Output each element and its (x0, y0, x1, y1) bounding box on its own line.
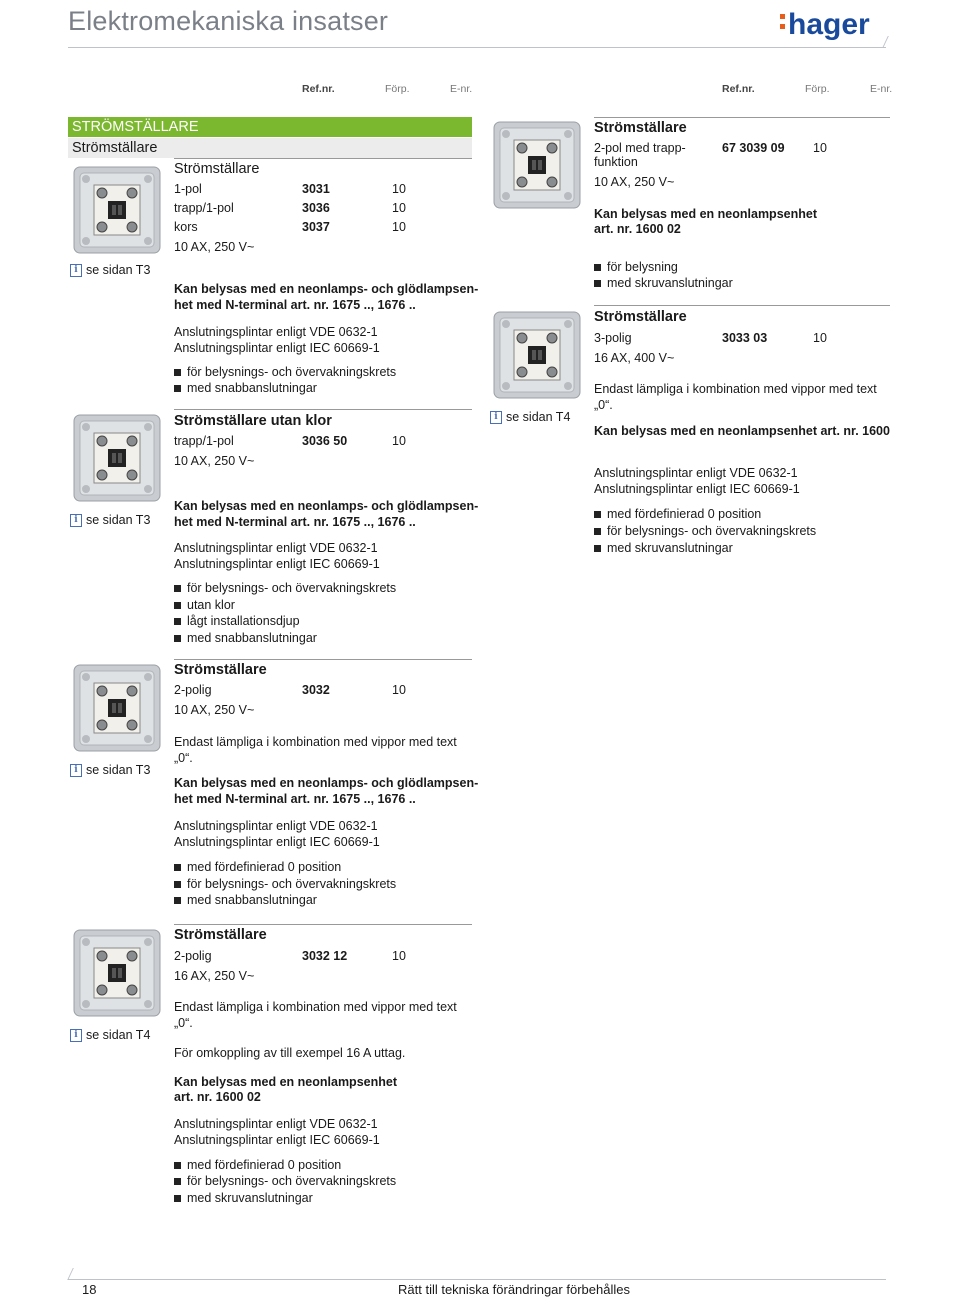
product-title: Strömställare (174, 662, 267, 678)
divider (174, 659, 472, 660)
rating: 16 AX, 400 V~ (594, 351, 675, 365)
feature-item: för belysnings- och övervakningskrets (594, 523, 816, 540)
svg-text:hager: hager (788, 8, 870, 41)
lamp-note: art. nr. 1600 02 (174, 1090, 261, 1104)
lamp-note: Kan belysas med en neonlamps- och glödlampsen- (174, 776, 479, 790)
variant-name: 2-polig (174, 683, 212, 697)
usage-note: Endast lämpliga i kombination med vippor med text (174, 1000, 457, 1014)
feature-item: med skruvanslutningar (174, 1190, 313, 1207)
product-image-4 (72, 928, 162, 1018)
col-ref-2: Ref.nr. (722, 83, 755, 95)
lamp-note: het med N-terminal art. nr. 1675 .., 1676 .. (174, 298, 416, 312)
see-page-link[interactable]: i se sidan T3 (70, 513, 150, 527)
product-title: Strömställare (594, 120, 687, 136)
ref-number: 3031 (302, 182, 330, 196)
lamp-note: Kan belysas med en neonlamps- och glödlampsen- (174, 282, 479, 296)
usage-note: „0“. (174, 751, 193, 765)
variant-name: 3-polig (594, 331, 632, 345)
info-icon: i (490, 411, 502, 424)
rating: 10 AX, 250 V~ (174, 454, 255, 468)
standard: Anslutningsplintar enligt VDE 0632-1 (594, 466, 798, 480)
variant-name: trapp/1-pol (174, 434, 234, 448)
ref-number: 3036 50 (302, 434, 348, 448)
variant-name: 1-pol (174, 182, 202, 196)
standard: Anslutningsplintar enligt IEC 60669-1 (174, 557, 380, 571)
usage-note: Endast lämpliga i kombination med vippor med text (594, 382, 877, 396)
feature-item: med snabbanslutningar (174, 630, 317, 647)
page-title: Elektromekaniska insatser (68, 6, 389, 36)
feature-item: för belysnings- och övervakningskrets (174, 364, 396, 381)
pack-qty: 10 (392, 201, 406, 215)
divider (174, 924, 472, 925)
col-ref: Ref.nr. (302, 83, 335, 95)
pack-qty: 10 (392, 434, 406, 448)
ref-number: 3032 (302, 683, 330, 697)
standard: Anslutningsplintar enligt VDE 0632-1 (174, 325, 378, 339)
standard: Anslutningsplintar enligt IEC 60669-1 (594, 482, 800, 496)
pack-qty: 10 (392, 182, 406, 196)
divider (594, 117, 890, 118)
feature-item: med skruvanslutningar (594, 540, 733, 557)
variant-name: kors (174, 220, 198, 234)
product-image-5 (492, 120, 582, 210)
lamp-note: Kan belysas med en neonlampsenhet (594, 207, 817, 221)
feature-item: för belysning (594, 259, 678, 276)
ref-number: 3036 (302, 201, 330, 215)
product-image-6 (492, 310, 582, 400)
footer-note: Rätt till tekniska förändringar förbehålles (398, 1282, 630, 1297)
ref-number: 3033 03 (722, 331, 768, 345)
divider (594, 305, 890, 306)
rating: 16 AX, 250 V~ (174, 969, 255, 983)
usage-note: För omkoppling av till exempel 16 A uttag. (174, 1046, 406, 1060)
pack-qty: 10 (813, 141, 827, 155)
lamp-note: Kan belysas med en neonlamps- och glödlampsen- (174, 499, 479, 513)
see-page-link[interactable]: i se sidan T3 (70, 763, 150, 777)
usage-note: „0“. (174, 1016, 193, 1030)
page-number: 18 (82, 1282, 97, 1297)
footer-rule (68, 1279, 886, 1280)
see-page-link[interactable]: i se sidan T3 (70, 263, 150, 277)
pack-qty: 10 (392, 220, 406, 234)
variant-name: 2-polig (174, 949, 212, 963)
rating: 10 AX, 250 V~ (174, 240, 255, 254)
feature-item: med fördefinierad 0 position (594, 506, 761, 523)
standard: Anslutningsplintar enligt IEC 60669-1 (174, 835, 380, 849)
variant-name: funktion (594, 155, 638, 169)
lamp-note: Kan belysas med en neonlampsenhet art. nr. 1600 (594, 424, 890, 438)
variant-name: 2-pol med trapp- (594, 141, 686, 155)
variant-name: trapp/1-pol (174, 201, 234, 215)
hager-logo (780, 4, 880, 44)
product-title: Strömställare (594, 309, 687, 325)
feature-item: med skruvanslutningar (594, 275, 733, 292)
feature-item: för belysnings- och övervakningskrets (174, 580, 396, 597)
feature-item: för belysnings- och övervakningskrets (174, 876, 396, 893)
standard: Anslutningsplintar enligt VDE 0632-1 (174, 819, 378, 833)
usage-note: Endast lämpliga i kombination med vippor med text (174, 735, 457, 749)
info-icon: i (70, 514, 82, 527)
rating: 10 AX, 250 V~ (594, 175, 675, 189)
col-enr-2: E-nr. (870, 83, 893, 95)
see-page-link[interactable]: i se sidan T4 (490, 410, 570, 424)
info-icon: i (70, 264, 82, 277)
feature-item: utan klor (174, 597, 235, 614)
standard: Anslutningsplintar enligt IEC 60669-1 (174, 341, 380, 355)
product-image-1 (72, 165, 162, 255)
feature-item: med fördefinierad 0 position (174, 1157, 341, 1174)
divider (174, 158, 472, 159)
info-icon: i (70, 764, 82, 777)
product-image-2 (72, 413, 162, 503)
pack-qty: 10 (813, 331, 827, 345)
section-subtitle: Strömställare (68, 138, 472, 158)
product-image-3 (72, 663, 162, 753)
pack-qty: 10 (392, 683, 406, 697)
info-icon: i (70, 1029, 82, 1042)
lamp-note: art. nr. 1600 02 (594, 222, 681, 236)
standard: Anslutningsplintar enligt VDE 0632-1 (174, 541, 378, 555)
feature-item: lågt installationsdjup (174, 613, 300, 630)
ref-number: 3032 12 (302, 949, 348, 963)
product-title: Strömställare (174, 161, 260, 177)
ref-number: 67 3039 09 (722, 141, 785, 155)
see-page-link[interactable]: i se sidan T4 (70, 1028, 150, 1042)
product-title: Strömställare utan klor (174, 413, 332, 429)
feature-item: för belysnings- och övervakningskrets (174, 1173, 396, 1190)
lamp-note: het med N-terminal art. nr. 1675 .., 1676 .. (174, 792, 416, 806)
feature-item: med snabbanslutningar (174, 892, 317, 909)
pack-qty: 10 (392, 949, 406, 963)
header-rule (68, 47, 886, 48)
standard: Anslutningsplintar enligt IEC 60669-1 (174, 1133, 380, 1147)
col-pack: Förp. (385, 83, 410, 95)
product-title: Strömställare (174, 927, 267, 943)
feature-item: med snabbanslutningar (174, 380, 317, 397)
usage-note: „0“. (594, 398, 613, 412)
col-enr: E-nr. (450, 83, 473, 95)
ref-number: 3037 (302, 220, 330, 234)
col-pack-2: Förp. (805, 83, 830, 95)
lamp-note: het med N-terminal art. nr. 1675 .., 1676 .. (174, 515, 416, 529)
feature-item: med fördefinierad 0 position (174, 859, 341, 876)
standard: Anslutningsplintar enligt VDE 0632-1 (174, 1117, 378, 1131)
rating: 10 AX, 250 V~ (174, 703, 255, 717)
divider (174, 409, 472, 410)
lamp-note: Kan belysas med en neonlampsenhet (174, 1075, 397, 1089)
section-title: STRÖMSTÄLLARE (68, 117, 472, 137)
